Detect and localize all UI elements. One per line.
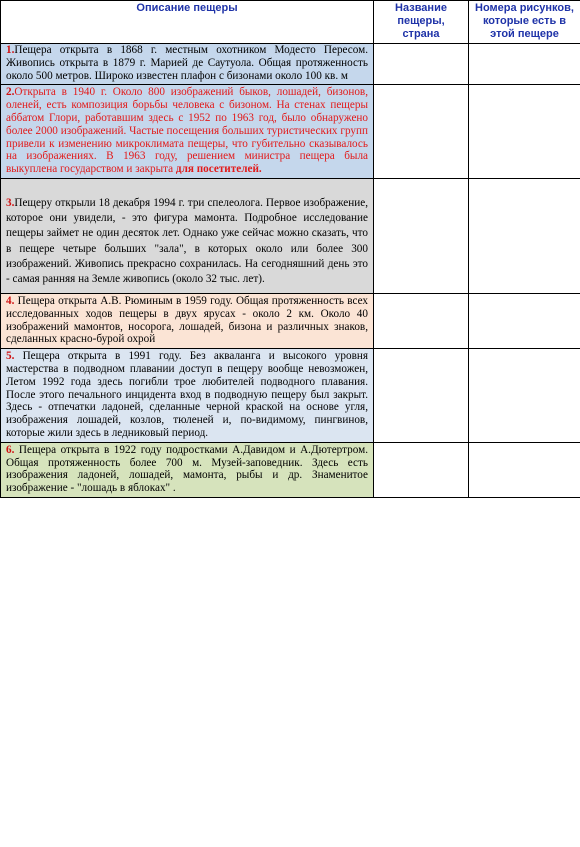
cave-number: 4. (6, 294, 15, 307)
cave-name-cell[interactable] (374, 442, 469, 497)
picture-numbers-cell[interactable] (469, 349, 580, 443)
cave-name-cell[interactable] (374, 178, 469, 293)
cave-description (1, 349, 374, 443)
cave-description (1, 442, 374, 497)
cave-description (1, 178, 374, 293)
picture-numbers-cell[interactable] (469, 85, 580, 179)
cave-text: Пещера открыта в 1922 году подростками А.Давидом и А.Дютертром. Общая протяженность более 700 м. Музей-заповедник. Здесь есть изображения ладоней, лошадей, мамонта, рыбы и др. Знаменитое изображение - "лошадь в яблоках" . (6, 443, 368, 495)
picture-numbers-cell[interactable] (469, 293, 580, 348)
cave-name-cell[interactable] (374, 293, 469, 348)
table-row (1, 349, 580, 443)
header-row (1, 1, 580, 44)
table-row (1, 442, 580, 497)
table-row (1, 44, 580, 85)
picture-numbers-cell[interactable] (469, 44, 580, 85)
header-picture-numbers: Номера рисунков, которые есть в этой пещере (469, 1, 580, 44)
cave-text: Пещера открыта А.В. Рюминым в 1959 году. Общая протяженность всех исследованных ходов пещеры в двух ярусах - около 2 км. Около 40 изображений мамонтов, носорога, лошадей, бизона и различных знаков, сделанных красно-бурой охрой (6, 294, 368, 346)
header-description: Описание пещеры (1, 1, 374, 44)
cave-description (1, 293, 374, 348)
cave-number: 1. (6, 44, 15, 56)
cave-text: Пещера открыта в 1991 году. Без акваланга и высокого уровня мастерства в подводном плавании доступ в пещеру вообще невозможен, Летом 1992 года здесь погибли трое любителей подводного плавания. После этого печального инцидента вход в подводную пещеру был закрыт. Здесь - отпечатки ладоней, сделанные черной краской на основе угля, изображения лошадей, козлов, тюленей и, по-видимому, пингвинов, которые жили здесь в ледниковый период. (6, 350, 368, 439)
cave-number: 2. (6, 86, 15, 99)
cave-text: Пещеру открыли 18 декабря 1994 г. три спелеолога. Первое изображение, которое они увидели, - это фигура мамонта. Подробное исследование пещеры займет не один десяток лет. Однако уже сейчас можно сказать, что в пещере четыре больших "зала", в которых около или более 300 изображений. Живопись прекрасно сохранилась. На сегодняшний день это - самая ранняя на Земле живопись (около 32 тыс. лет). (6, 196, 368, 285)
cave-text-bold: для посетителей. (175, 163, 262, 176)
picture-numbers-cell[interactable] (469, 178, 580, 293)
cave-name-cell[interactable] (374, 85, 469, 179)
table-row (1, 293, 580, 348)
cave-number: 6. (6, 443, 15, 456)
header-cave-name: Название пещеры, страна (374, 1, 469, 44)
cave-number: 3. (6, 196, 15, 209)
picture-numbers-cell[interactable] (469, 442, 580, 497)
cave-name-cell[interactable] (374, 44, 469, 85)
cave-name-cell[interactable] (374, 349, 469, 443)
table-row (1, 85, 580, 179)
cave-description (1, 85, 374, 179)
cave-description (1, 44, 374, 85)
table-row (1, 178, 580, 293)
cave-text: Пещера открыта в 1868 г. местным охотником Модесто Пересом. Живопись открыта в 1879 г. Марией де Саутуола. Общая протяженность около 500 метров. Широко известен плафон с бизонами около 100 кв. м (6, 44, 368, 82)
cave-text: Открыта в 1940 г. Около 800 изображений быков, лошадей, бизонов, оленей, есть композиция борьбы человека с бизоном. На стенах пещеры аббатом Глори, работавшим здесь с 1952 по 1963 год, было обнаружено более 2000 изображений. Частые посещения больших туристических групп привели к изменению микроклимата пещеры, что губительно сказывалось на изображениях. В 1963 году, решением министра пещера была выкуплена государством и закрыта (6, 86, 368, 176)
cave-number: 5. (6, 350, 15, 363)
